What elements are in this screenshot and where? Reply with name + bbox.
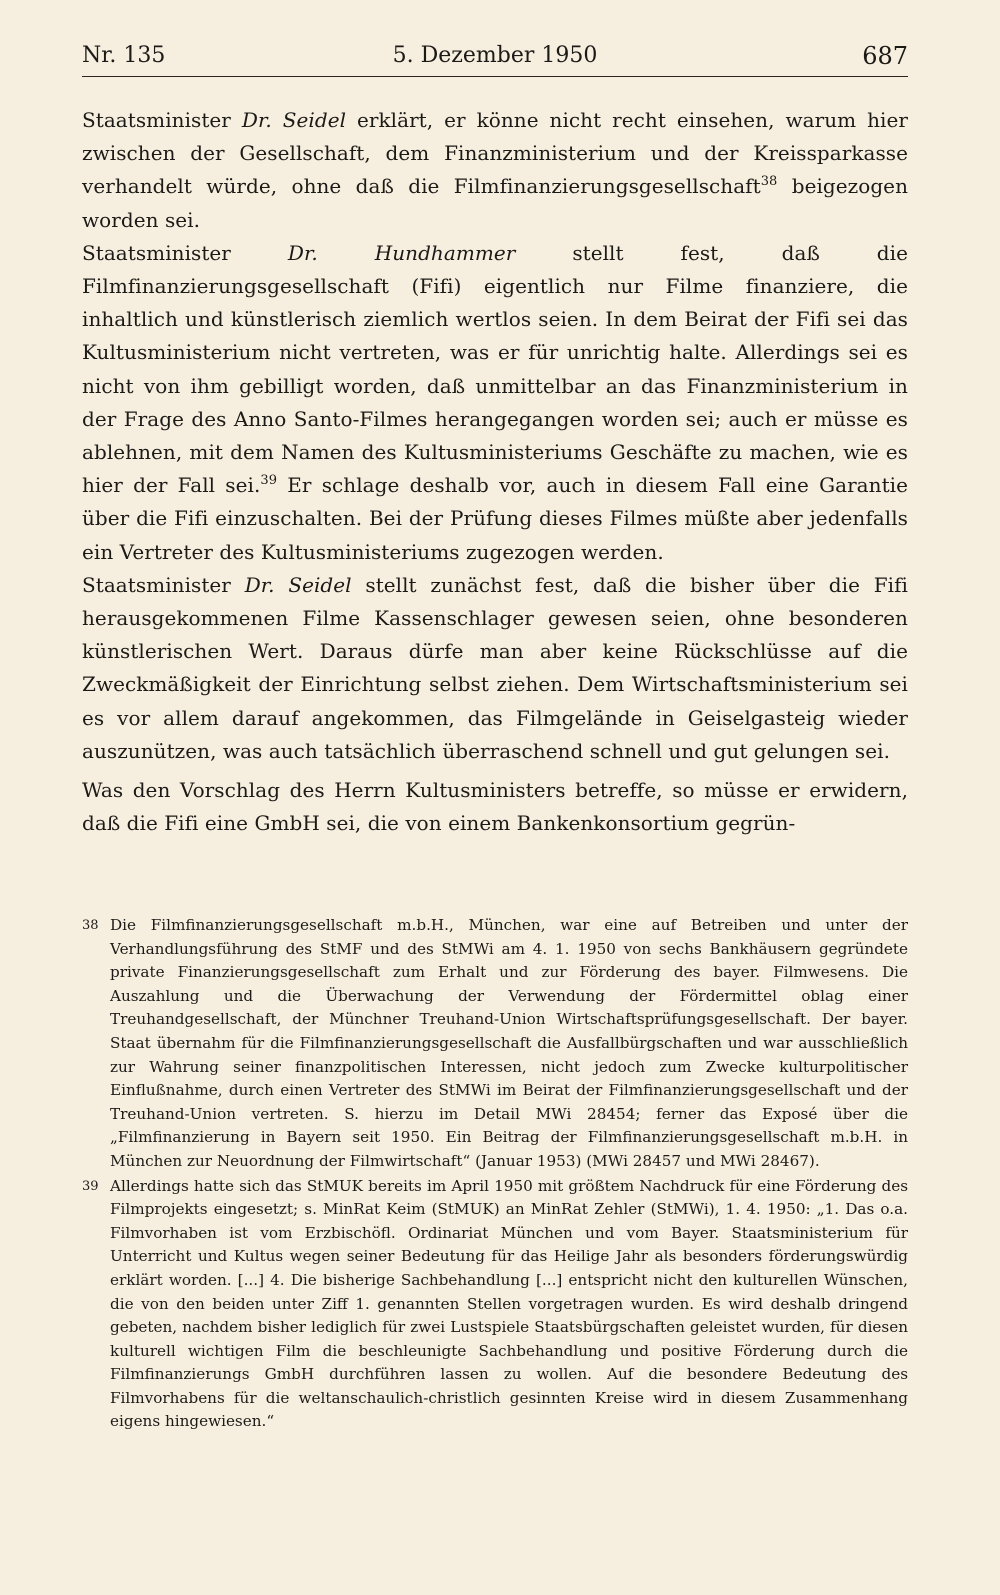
- paragraph-2-lead: Staatsminister: [82, 240, 288, 265]
- header-date: 5. Dezember 1950: [392, 43, 598, 68]
- paragraph-2: [82, 237, 908, 569]
- footnote-number: 38: [82, 918, 99, 933]
- paragraph-3: [82, 569, 908, 768]
- page-number: 687: [862, 42, 908, 70]
- footnotes: [82, 914, 908, 1435]
- running-header: [82, 41, 908, 75]
- paragraph-4-text: Was den Vorschlag des Herrn Kultusministers betreffe, so müsse er erwidern, daß die Fifi eine GmbH sei, die von einem Bankenkonsortium gegrün-: [82, 778, 908, 836]
- paragraph-1: [82, 104, 908, 237]
- header-rule: [82, 76, 908, 77]
- speaker-name: Dr. Hundhammer: [287, 240, 516, 265]
- speaker-name: Dr. Seidel: [244, 572, 352, 597]
- footnote-ref-38: 38: [760, 174, 778, 190]
- paragraph-1-tail: beigezogen worden sei.: [82, 174, 908, 232]
- main-text: [82, 104, 908, 840]
- paragraph-3-lead: Staatsminister: [82, 572, 245, 597]
- paragraph-1-text: erklärt, er könne nicht recht einsehen, warum hier zwischen der Gesellschaft, dem Finanzministerium und der Kreissparkasse verhandelt würde, ohne daß die Filmfinanzierungsgesellschaft: [82, 108, 908, 199]
- footnote-39: [82, 1175, 908, 1435]
- paragraph-2-text: stellt fest, daß die Filmfinanzierungsgesellschaft (Fifi) eigentlich nur Filme finanziere, die inhaltlich und künstlerisch ziemlich wertlos seien. In dem Beirat der Fifi sei das Kultusministerium nicht vertreten, was er für unrichtig halte. Allerdings sei es nicht von ihm gebilligt worden, daß unmittelbar an das Finanzministerium in der Frage des Anno Santo-Filmes herangegangen worden sei; auch er müsse es ablehnen, mit dem Namen des Kultusministeriums Geschäfte zu machen, wie es hier der Fall sei.: [82, 240, 908, 498]
- footnote-text: Die Filmfinanzierungsgesellschaft m.b.H., München, war eine auf Betreiben und unter der Verhandlungsführung des StMF und des StMWi am 4. 1. 1950 von sechs Bankhäusern gegründete private Finanzierungsgesellschaft zum Erhalt und zur Förderung des bayer. Filmwesens. Die Auszahlung und die Überwachung der Verwendung der Fördermittel oblag einer Treuhandgesellschaft, der Münchner Treuhand-Union Wirtschaftsprüfungsgesellschaft. Der bayer. Staat übernahm für die Filmfinanzierungsgesellschaft die Ausfallbürgschaften und war ausschließlich zur Wahrung seiner finanzpolitischen Interessen, nicht jedoch zum Zwecke kulturpolitischer Einflußnahme, durch einen Vertreter des StMWi im Beirat der Filmfinanzierungsgesellschaft und der Treuhand-Union vertreten. S. hierzu im Detail MWi 28454; ferner das Exposé über die „Filmfinanzierung in Bayern seit 1950. Ein Beitrag der Filmfinanzierungsgesellschaft m.b.H. in München zur Neuordnung der Filmwirtschaft“ (Januar 1953) (MWi 28457 und MWi 28467).: [110, 916, 908, 1170]
- issue-number: Nr. 135: [82, 43, 166, 68]
- footnote-38: [82, 914, 908, 1174]
- footnote-ref-39: 39: [260, 473, 278, 489]
- footnote-number: 39: [82, 1178, 99, 1194]
- paragraph-2-tail: Er schlage deshalb vor, auch in diesem Fall eine Garantie über die Fifi einzuschalten. Bei der Prüfung dieses Filmes müßte aber jedenfalls ein Vertreter des Kultusministeriums zugezogen werden.: [82, 473, 909, 564]
- speaker-name: Dr. Seidel: [241, 108, 347, 132]
- paragraph-3-text: stellt zunächst fest, daß die bisher über die Fifi herausgekommenen Filme Kassenschlager gewesen seien, ohne besonderen künstlerischen Wert. Daraus dürfe man aber keine Rückschlüsse auf die Zweckmäßigkeit der Einrichtung selbst ziehen. Dem Wirtschaftsministerium sei es vor allem darauf angekommen, das Filmgelände in Geiselgasteig wieder auszunützen, was auch tatsächlich überraschend schnell und gut gelungen sei.: [82, 572, 908, 763]
- footnote-text: Allerdings hatte sich das StMUK bereits im April 1950 mit größtem Nachdruck für eine Förderung des Filmprojekts eingesetzt; s. MinRat Keim (StMUK) an MinRat Zehler (StMWi), 1. 4. 1950: „1. Das o.a. Filmvorhaben ist vom Erzbischöfl. Ordinariat München und vom Bayer. Staatsministerium für Unterricht und Kultus wegen seiner Bedeutung für das Heilige Jahr als besonders förderungswürdig erklärt worden. [...] 4. Die bisherige Sachbehandlung [...] entspricht nicht den kulturellen Wünschen, die von den beiden unter Ziff 1. genannten Stellen vorgetragen wurden. Es wird deshalb dringend gebeten, nachdem bisher lediglich für zwei Lustspiele Staatsbürgschaften geleistet wurden, für diesen kulturell wichtigen Film die beschleunigte Sachbehandlung und positive Förderung durch die Filmfinanzierungs GmbH durchführen lassen zu wollen. Auf die besondere Bedeutung des Filmvorhabens für die weltanschaulich-christlich gesinnten Kreise wird in diesem Zusammenhang eigens hingewiesen.“: [110, 1176, 908, 1431]
- paragraph-1-lead: Staatsminister: [82, 108, 242, 132]
- paragraph-4: [82, 774, 908, 840]
